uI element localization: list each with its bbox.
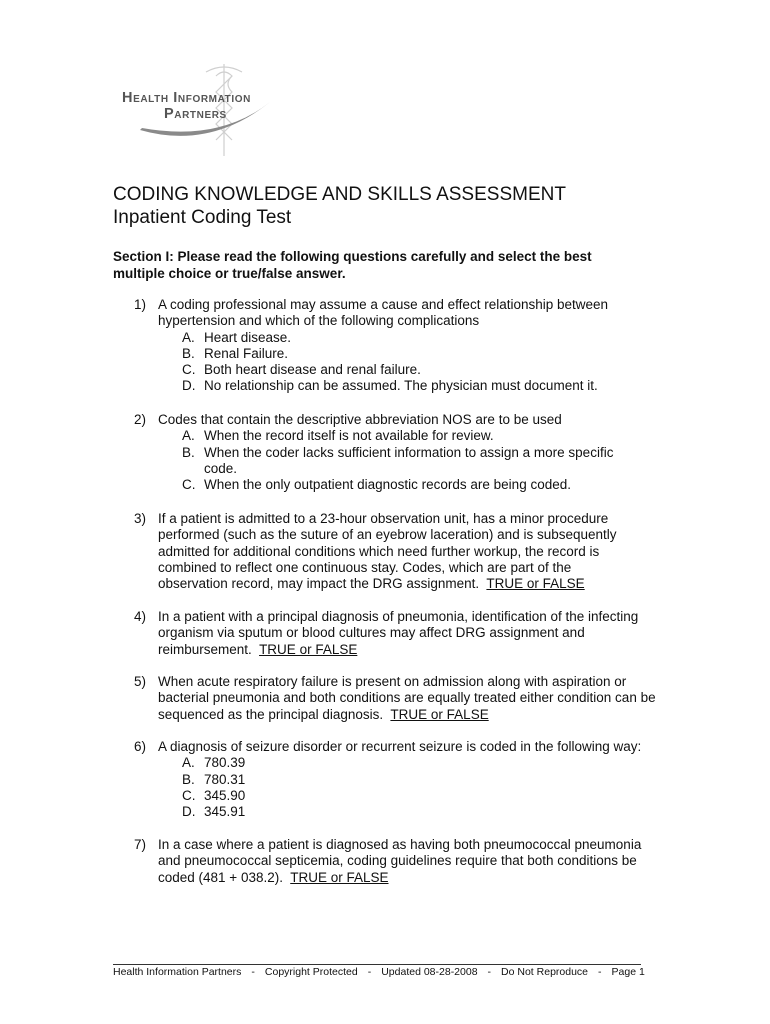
option-text: When the record itself is not available for review. [204, 428, 494, 444]
option-text: 345.90 [204, 787, 246, 803]
document-title: CODING KNOWLEDGE AND SKILLS ASSESSMENT [113, 184, 566, 205]
answer-option [182, 362, 664, 378]
footer-updated: Updated 08-28-2008 [381, 966, 478, 978]
footer-separator: - [251, 966, 255, 978]
option-letter: D. [182, 804, 196, 820]
footer-separator: - [598, 966, 602, 978]
page-footer [113, 966, 645, 978]
answer-option [182, 804, 664, 820]
answer-option [182, 445, 644, 478]
option-letter: B. [182, 771, 195, 787]
option-letter: B. [182, 345, 195, 361]
question-number: 5) [134, 674, 147, 689]
answer-option [182, 330, 664, 346]
option-letter: A. [182, 329, 195, 345]
footer-org: Health Information Partners [113, 966, 242, 978]
answer-option [182, 755, 664, 771]
question-text: A diagnosis of seizure disorder or recurrent seizure is coded in the following way: [158, 739, 642, 754]
question-7 [134, 837, 664, 886]
logo-text-line2: Partners [164, 106, 227, 122]
question-number: 4) [134, 609, 147, 624]
footer-copyright: Copyright Protected [264, 966, 358, 978]
true-false-answer: TRUE or FALSE [290, 869, 389, 885]
logo-text-line1: Health Information [122, 90, 251, 106]
option-text: Both heart disease and renal failure. [204, 362, 421, 378]
section-instructions: Section I: Please read the following questions carefully and select the best multiple choice or true/false answer. [113, 249, 592, 281]
question-number: 7) [134, 837, 147, 852]
option-letter: A. [182, 428, 195, 444]
option-letter: C. [182, 787, 196, 803]
footer-divider [113, 964, 641, 965]
question-3 [134, 511, 634, 592]
answer-option [182, 477, 664, 493]
question-4 [134, 609, 664, 658]
option-letter: B. [182, 444, 195, 460]
option-text: Heart disease. [204, 329, 292, 345]
question-6 [134, 739, 664, 820]
footer-separator: - [487, 966, 492, 978]
footer-separator: - [367, 966, 372, 978]
option-text: 780.31 [204, 771, 246, 787]
question-5 [134, 674, 664, 723]
document-subtitle: Inpatient Coding Test [113, 207, 292, 228]
question-text: In a case where a patient is diagnosed as having both pneumococcal pneumonia and pneumococcal septicemia, coding guidelines require that both conditions be coded (481 + 038.2). [158, 837, 642, 885]
answer-option [182, 346, 664, 362]
question-number: 3) [134, 511, 147, 526]
question-1 [134, 297, 664, 395]
footer-notice: Do Not Reproduce [501, 966, 589, 978]
option-text: No relationship can be assumed. The physician must document it. [204, 378, 598, 394]
option-text: 780.39 [204, 755, 246, 771]
true-false-answer: TRUE or FALSE [486, 576, 585, 592]
true-false-answer: TRUE or FALSE [259, 641, 358, 657]
option-letter: D. [182, 378, 196, 394]
question-number: 1) [134, 297, 147, 312]
question-text: When acute respiratory failure is present on admission along with aspiration or bacterial pneumonia and both conditions are equally treated either condition can be sequenced as the principal diagnosis. [158, 674, 656, 722]
option-letter: C. [182, 362, 196, 378]
option-text: When the only outpatient diagnostic records are being coded. [204, 477, 571, 493]
answer-option [182, 788, 664, 804]
question-number: 6) [134, 739, 147, 754]
question-text: If a patient is admitted to a 23-hour observation unit, has a minor procedure performed (such as the suture of an eyebrow laceration) and is subsequently admitted for additional conditions which need further workup, the record is combined to reflect one continuous stay. Codes, which are part of the observation record, may impact the DRG assignment. [158, 511, 617, 592]
footer-page-number: Page 1 [611, 966, 645, 978]
answer-option [182, 378, 664, 394]
true-false-answer: TRUE or FALSE [390, 706, 489, 722]
answer-option [182, 428, 664, 444]
question-2 [134, 412, 664, 493]
option-text: 345.91 [204, 804, 246, 820]
question-text: A coding professional may assume a cause and effect relationship between hypertension and which of the following complications [158, 297, 609, 329]
question-text: In a patient with a principal diagnosis of pneumonia, identification of the infecting organism via sputum or blood cultures may affect DRG assignment and reimbursement. [158, 609, 639, 657]
option-letter: A. [182, 755, 195, 771]
option-letter: C. [182, 477, 196, 493]
option-text: When the coder lacks sufficient information to assign a more specific code. [204, 444, 614, 476]
health-information-partners-logo [120, 62, 280, 158]
question-text: Codes that contain the descriptive abbreviation NOS are to be used [158, 412, 562, 427]
question-number: 2) [134, 412, 147, 427]
option-text: Renal Failure. [204, 345, 289, 361]
answer-option [182, 772, 664, 788]
